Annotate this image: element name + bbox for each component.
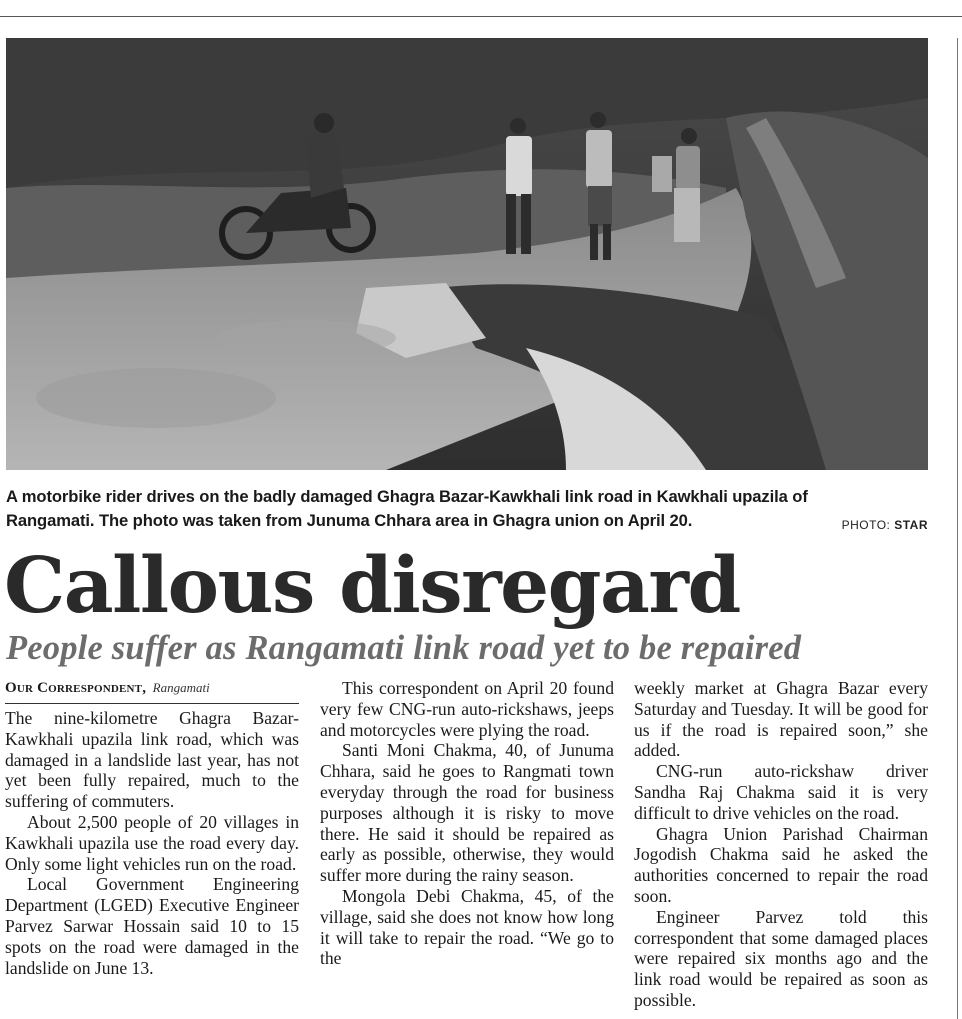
photo-caption: A motorbike rider drives on the badly damaged Ghagra Bazar-Kawkhali link road in Kawkhali upazila of Rangamati. The photo was taken from Junuma Chhara area in Ghagra union on April 20.: [6, 487, 808, 530]
article-column-1: [5, 678, 299, 978]
top-rule: [0, 16, 962, 17]
photo-credit-label: PHOTO:: [841, 518, 891, 532]
paragraph: Ghagra Union Parishad Chairman Jogodish Chakma said he asked the authorities concerned to repair the road soon.: [634, 823, 928, 906]
news-photo: [6, 38, 928, 470]
paragraph: CNG-run auto-rickshaw driver Sandha Raj Chakma said it is very difficult to drive vehicles on the road.: [634, 761, 928, 823]
photo-credit: [842, 518, 928, 532]
paragraph: Santi Moni Chakma, 40, of Junuma Chhara, said he goes to Rangmati town everyday through the road for business purposes although it is risky to move there. He said it should be repaired as early as possible, otherwise, they would suffer more during the rainy season.: [320, 740, 614, 886]
paragraph: About 2,500 people of 20 villages in Kawkhali upazila use the road every day. Only some light vehicles run on the road.: [5, 811, 299, 874]
column-rule: [957, 38, 958, 1019]
paragraph: Mongola Debi Chakma, 45, of the village, said she does not know how long it will take to repair the road. “We go to the: [320, 885, 614, 969]
article-column-3: [634, 678, 928, 1011]
paragraph: weekly market at Ghagra Bazar every Saturday and Tuesday. It will be good for us if the road is repaired soon,” she added.: [634, 678, 928, 761]
byline: [5, 678, 299, 704]
paragraph: Local Government Engineering Department (LGED) Executive Engineer Parvez Sarwar Hossain said 10 to 15 spots on the road were damaged in the landslide on June 13.: [5, 874, 299, 978]
paragraph: Engineer Parvez told this correspondent that some damaged places were repaired six months ago and the link road would be repaired as soon as possible.: [634, 906, 928, 1010]
paragraph: This correspondent on April 20 found very few CNG-run auto-rickshaws, jeeps and motorcycles were plying the road.: [320, 678, 614, 740]
article-column-2: [320, 678, 614, 969]
headline: Callous disregard: [4, 541, 740, 631]
photo-credit-source: STAR: [894, 518, 928, 532]
paragraph: The nine-kilometre Ghagra Bazar-Kawkhali upazila link road, which was damaged in a landslide last year, has not yet been fully repaired, much to the suffering of commuters.: [5, 708, 299, 812]
photo-road-damage-icon: [6, 38, 928, 470]
byline-name: Our Correspondent,: [5, 680, 147, 696]
subheadline: People suffer as Rangamati link road yet to be repaired: [6, 629, 802, 667]
byline-place: Rangamati: [152, 680, 210, 695]
